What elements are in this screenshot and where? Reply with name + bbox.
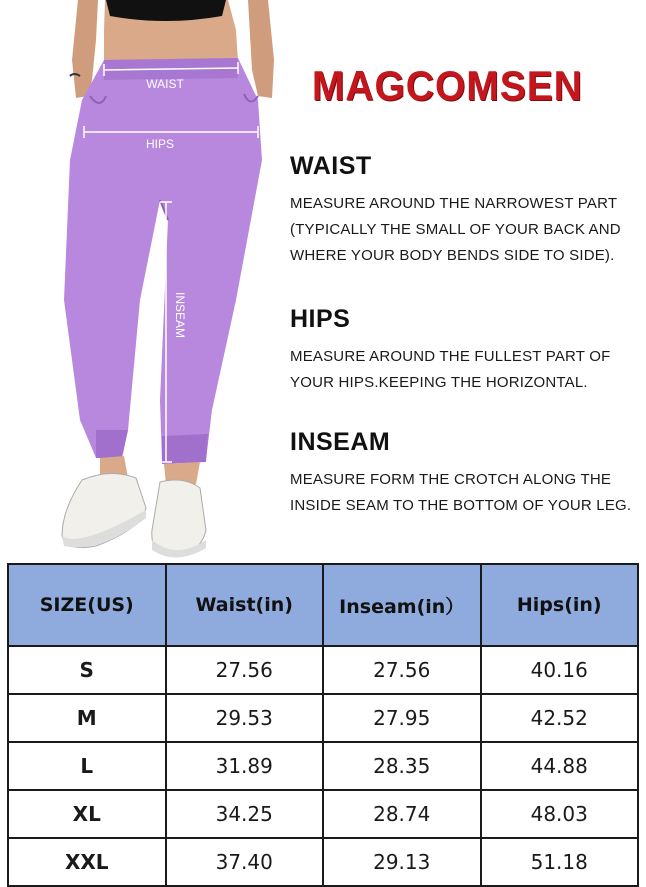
size-cell: XXL	[8, 838, 166, 886]
waist-title: WAIST	[290, 152, 372, 180]
header-size: SIZE(US)	[8, 564, 166, 646]
product-illustration	[0, 0, 290, 560]
inseam-cell: 29.13	[323, 838, 481, 886]
table-row	[8, 646, 638, 694]
size-chart-table	[7, 563, 639, 887]
inseam-line-1: MEASURE FORM THE CROTCH ALONG THE	[290, 471, 612, 488]
header-hips: Hips(in)	[481, 564, 639, 646]
size-cell: XL	[8, 790, 166, 838]
hips-cell: 42.52	[481, 694, 639, 742]
inseam-cell: 28.74	[323, 790, 481, 838]
header-inseam: Inseam(in）	[323, 564, 481, 646]
table-row	[8, 694, 638, 742]
waist-cell: 34.25	[166, 790, 324, 838]
waist-label: WAIST	[146, 77, 184, 91]
size-cell: S	[8, 646, 166, 694]
hips-section	[290, 305, 640, 396]
hips-cell: 48.03	[481, 790, 639, 838]
hips-line-2: YOUR HIPS.KEEPING THE HORIZONTAL.	[290, 374, 588, 391]
inseam-section	[290, 428, 640, 519]
waist-cell: 31.89	[166, 742, 324, 790]
inseam-label: INSEAM	[173, 292, 187, 339]
table-row	[8, 790, 638, 838]
waist-cell: 37.40	[166, 838, 324, 886]
sneakers	[62, 456, 206, 558]
table-row	[8, 742, 638, 790]
waist-line-3: WHERE YOUR BODY BENDS SIDE TO SIDE).	[290, 247, 615, 264]
waist-cell: 27.56	[166, 646, 324, 694]
header-waist: Waist(in)	[166, 564, 324, 646]
hips-line-1: MEASURE AROUND THE FULLEST PART OF	[290, 348, 611, 365]
inseam-line-2: INSIDE SEAM TO THE BOTTOM OF YOUR LEG.	[290, 497, 632, 514]
brand-logo: MAGCOMSEN	[311, 62, 583, 109]
inseam-cell: 27.95	[323, 694, 481, 742]
waist-section	[290, 152, 640, 269]
size-cell: M	[8, 694, 166, 742]
table-row	[8, 838, 638, 886]
hips-label: HIPS	[145, 137, 175, 151]
hips-title: HIPS	[290, 305, 351, 333]
size-cell: L	[8, 742, 166, 790]
table-header-row	[8, 564, 638, 646]
waist-line-1: MEASURE AROUND THE NARROWEST PART	[290, 195, 618, 212]
inseam-cell: 28.35	[323, 742, 481, 790]
inseam-cell: 27.56	[323, 646, 481, 694]
hips-cell: 44.88	[481, 742, 639, 790]
hips-cell: 40.16	[481, 646, 639, 694]
waist-line-2: (TYPICALLY THE SMALL OF YOUR BACK AND	[290, 221, 621, 238]
inseam-title: INSEAM	[290, 428, 391, 456]
jogger-pants	[64, 58, 262, 464]
hips-cell: 51.18	[481, 838, 639, 886]
waist-cell: 29.53	[166, 694, 324, 742]
